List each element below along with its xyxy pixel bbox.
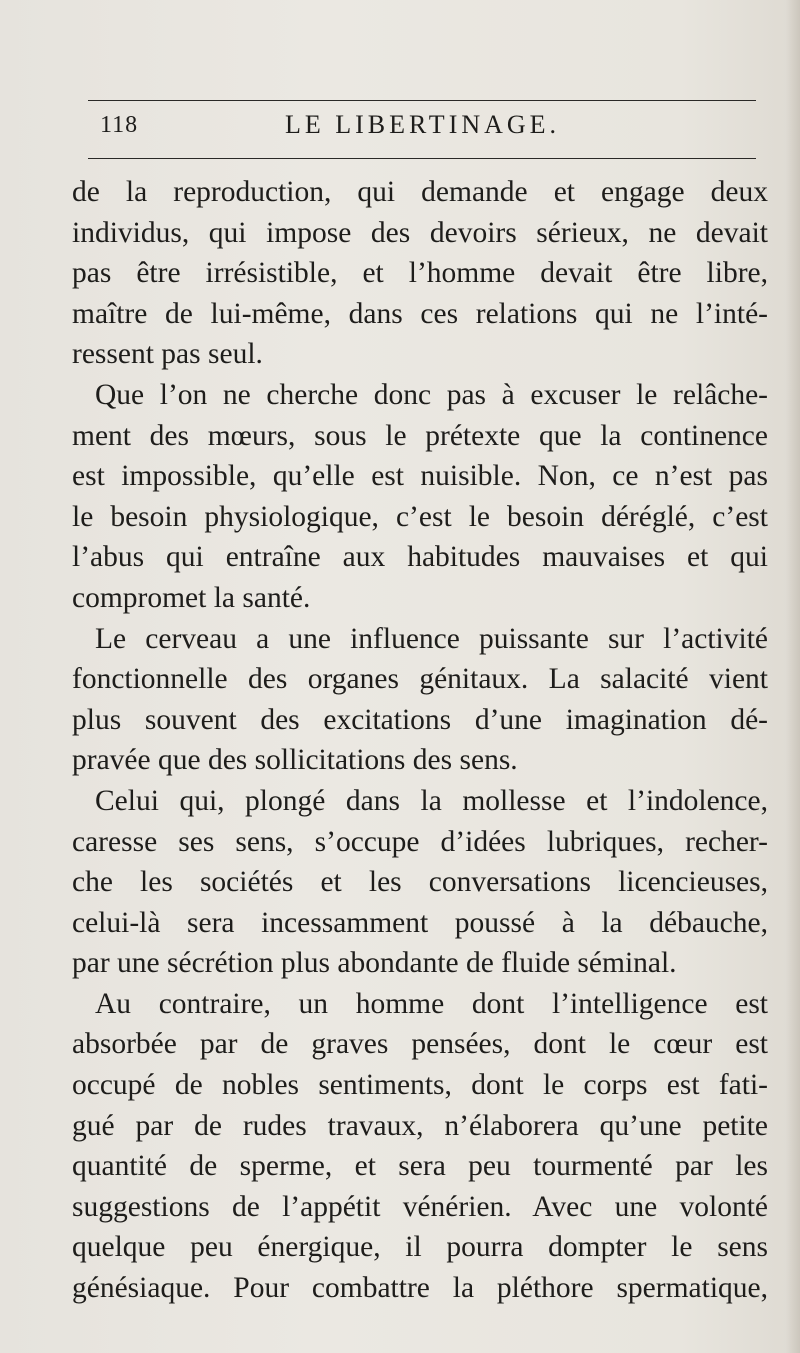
- text-line: suggestions de l’appétit vénérien. Avec une volonté: [72, 1190, 768, 1223]
- text-line: Que l’on ne cherche donc pas à excuser le relâche-: [95, 378, 768, 411]
- running-header: [100, 108, 750, 148]
- header-top-rule: [88, 100, 756, 101]
- header-bottom-rule: [88, 158, 756, 159]
- text-line: ment des mœurs, sous le prétexte que la continence: [72, 419, 768, 452]
- text-line: celui-là sera incessamment poussé à la débauche,: [72, 906, 768, 939]
- text-line: gué par de rudes travaux, n’élaborera qu’une petite: [72, 1109, 768, 1142]
- text-line: fonctionnelle des organes génitaux. La salacité vient: [72, 663, 768, 696]
- text-line: Au contraire, un homme dont l’intelligence est: [95, 987, 768, 1020]
- text-line: l’abus qui entraîne aux habitudes mauvaises et qui: [72, 541, 768, 574]
- text-line: che les sociétés et les conversations licencieuses,: [72, 866, 768, 899]
- text-line: le besoin physiologique, c’est le besoin déréglé, c’est: [72, 500, 768, 533]
- text-line: individus, qui impose des devoirs sérieux, ne devait: [72, 216, 768, 249]
- text-line: caresse ses sens, s’occupe d’idées lubriques, recher-: [72, 825, 768, 858]
- text-line: maître de lui-même, dans ces relations qui ne l’inté-: [72, 297, 768, 330]
- running-title: LE LIBERTINAGE.: [285, 110, 561, 139]
- text-line: est impossible, qu’elle est nuisible. Non, ce n’est pas: [72, 460, 768, 493]
- text-line: Le cerveau a une influence puissante sur l’activité: [95, 622, 768, 655]
- text-line: pravée que des sollicitations des sens.: [72, 744, 518, 777]
- text-line: pas être irrésistible, et l’homme devait être libre,: [72, 257, 768, 290]
- text-line: compromet la santé.: [72, 581, 311, 614]
- text-line: quelque peu énergique, il pourra dompter le sens: [72, 1231, 768, 1264]
- page-number: 118: [100, 112, 139, 138]
- body-text: [72, 172, 768, 1309]
- text-line: plus souvent des excitations d’une imagination dé-: [72, 703, 768, 736]
- text-line: de la reproduction, qui demande et engage deux: [72, 176, 768, 208]
- text-line: ressent pas seul.: [72, 338, 263, 371]
- text-line: par une sécrétion plus abondante de fluide séminal.: [72, 947, 677, 980]
- page-edge-shadow: [786, 0, 800, 1353]
- text-line: absorbée par de graves pensées, dont le cœur est: [72, 1028, 768, 1061]
- text-line: quantité de sperme, et sera peu tourmenté par les: [72, 1150, 768, 1183]
- text-line: Celui qui, plongé dans la mollesse et l’indolence,: [95, 784, 768, 817]
- text-line: occupé de nobles sentiments, dont le corps est fati-: [72, 1069, 768, 1102]
- text-line: génésiaque. Pour combattre la pléthore spermatique,: [72, 1272, 768, 1305]
